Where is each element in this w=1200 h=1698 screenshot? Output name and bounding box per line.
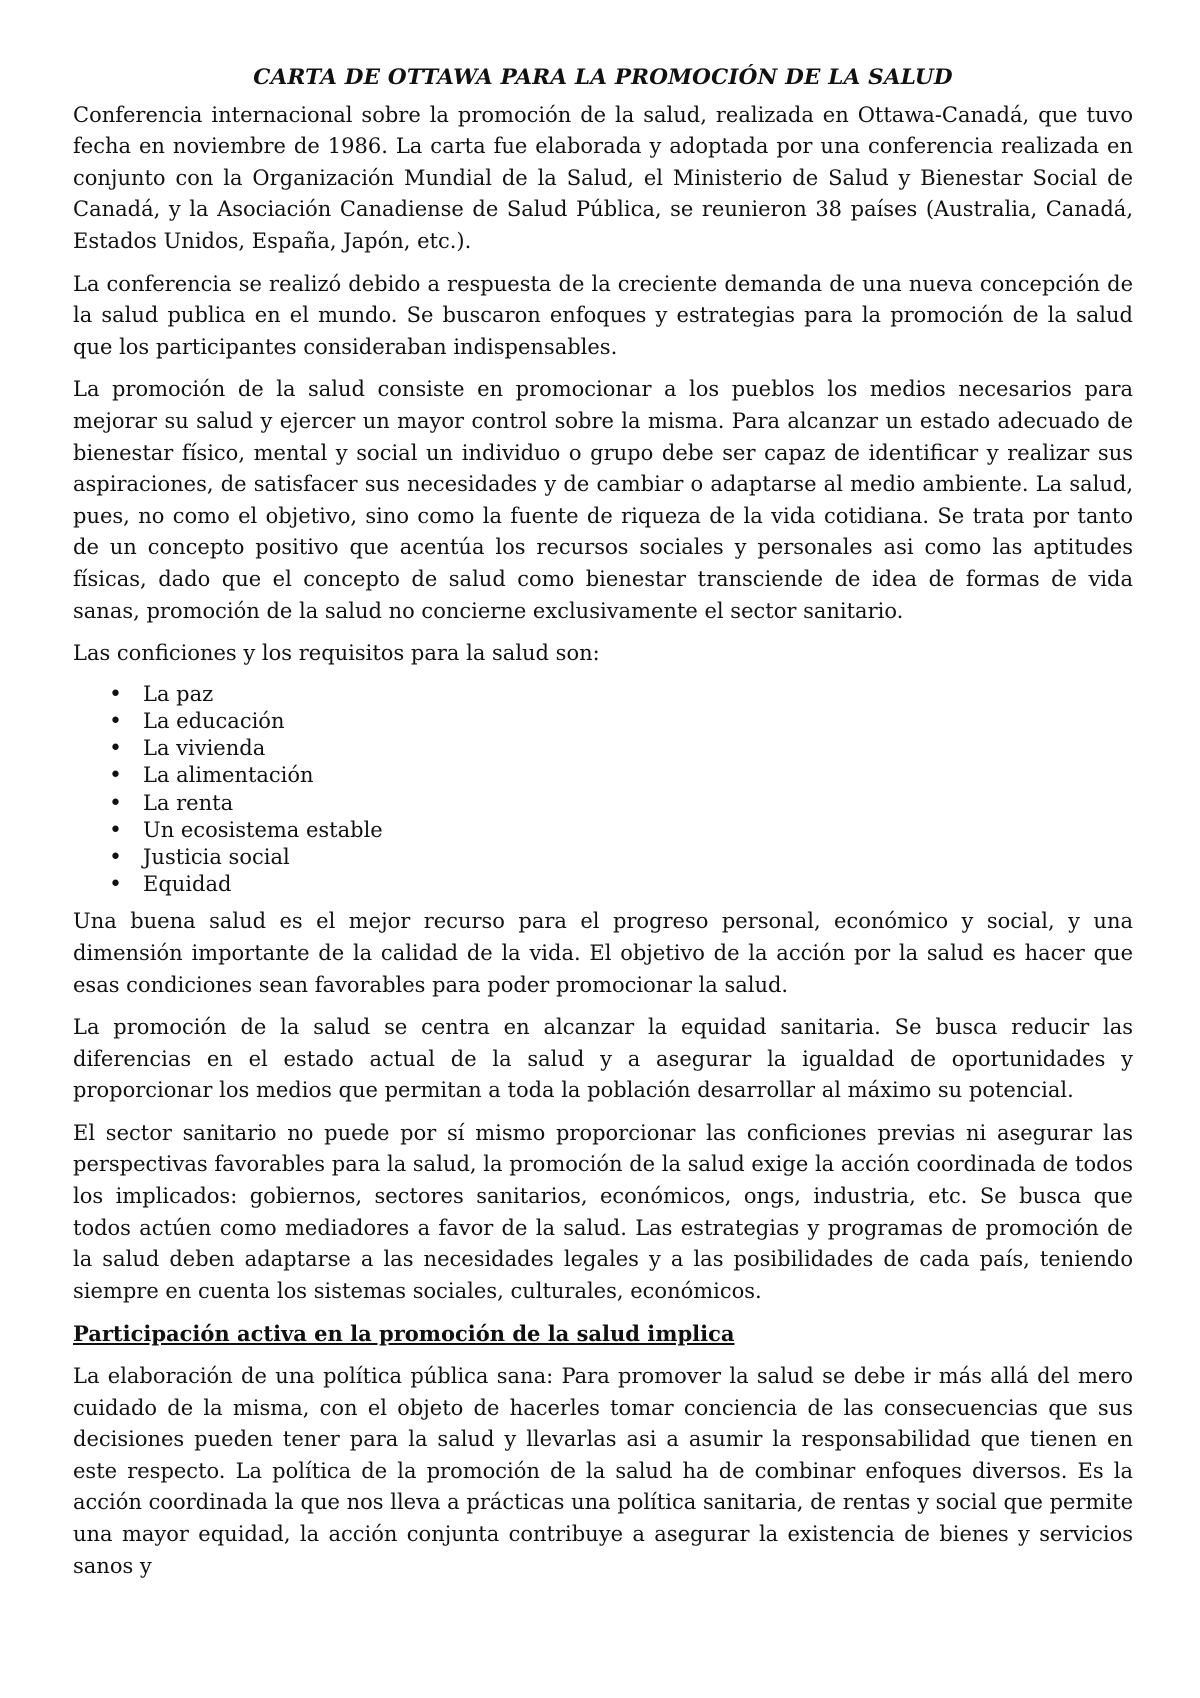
- paragraph-health-promotion-definition: La promoción de la salud consiste en promocionar a los pueblos los medios necesarios para mejorar su salud y ejercer un mayor control sobre la misma. Para alcanzar un estado adecuado de bienestar físico, mental y social un individuo o grupo debe ser capaz de identificar y realizar sus aspiraciones, de satisfacer sus necesidades y de cambiar o adaptarse al medio ambiente. La salud, pues, no como el objetivo, sino como la fuente de riqueza de la vida cotidiana. Se trata por tanto de un concepto positivo que acentúa los recursos sociales y personales asi como las aptitudes físicas, dado que el concepto de salud como bienestar transciende de idea de formas de vida sanas, promoción de la salud no concierne exclusivamente el sector sanitario.: [73, 377, 1133, 623]
- list-item: • La paz: [109, 681, 1133, 708]
- requirements-list: [73, 681, 1133, 899]
- list-item: • Justicia social: [109, 844, 1133, 871]
- list-item: • Un ecosistema estable: [109, 817, 1133, 844]
- list-item: • La renta: [109, 790, 1133, 817]
- paragraph-good-health: Una buena salud es el mejor recurso para el progreso personal, económico y social, y una dimensión importante de la calidad de la vida. El objetivo de la acción por la salud es hacer que esas condiciones sean favorables para poder promocionar la salud.: [73, 909, 1133, 997]
- paragraph-equity: La promoción de la salud se centra en alcanzar la equidad sanitaria. Se busca reducir las diferencias en el estado actual de la salud y a asegurar la igualdad de oportunidades y proporcionar los medios que permitan a toda la población desarrollar al máximo su potencial.: [73, 1015, 1133, 1103]
- paragraph-requirements-intro: Las conficiones y los requisitos para la salud son:: [73, 641, 600, 666]
- paragraph-health-sector: El sector sanitario no puede por sí mismo proporcionar las conficiones previas ni asegurar las perspectivas favorables para la salud, la promoción de la salud exige la acción coordinada de todos los implicados: gobiernos, sectores sanitarios, económicos, ongs, industria, etc. Se busca que todos actúen como mediadores a favor de la salud. Las estrategias y programas de promoción de la salud deben adaptarse a las necesidades legales y a las posibilidades de cada país, teniendo siempre en cuenta los sistemas sociales, culturales, económicos.: [73, 1120, 1133, 1303]
- paragraph-intro: Conferencia internacional sobre la promoción de la salud, realizada en Ottawa-Canadá, que tuvo fecha en noviembre de 1986. La carta fue elaborada y adoptada por una conferencia realizada en conjunto con la Organización Mundial de la Salud, el Ministerio de Salud y Bienestar Social de Canadá, y la Asociación Canadiense de Salud Pública, se reunieron 38 países (Australia, Canadá, Estados Unidos, España, Japón, etc.).: [73, 102, 1133, 253]
- document-page: [73, 62, 1133, 1593]
- paragraph-public-policy: La elaboración de una política pública sana: Para promover la salud se debe ir más allá del mero cuidado de la misma, con el objeto de hacerles tomar conciencia de las consecuencias que sus decisiones pueden tener para la salud y llevarlas asi a asumir la responsabilidad que tienen en este respecto. La política de la promoción de la salud ha de combinar enfoques diversos. Es la acción coordinada la que nos lleva a prácticas una política sanitaria, de rentas y social que permite una mayor equidad, la acción conjunta contribuye a asegurar la existencia de bienes y servicios sanos y: [73, 1364, 1133, 1578]
- list-item: • La educación: [109, 708, 1133, 735]
- paragraph-conference-reason: La conferencia se realizó debido a respuesta de la creciente demanda de una nueva concepción de la salud publica en el mundo. Se buscaron enfoques y estrategias para la promoción de la salud que los participantes consideraban indispensables.: [73, 271, 1133, 359]
- list-item: • La alimentación: [109, 762, 1133, 789]
- list-item: • La vivienda: [109, 735, 1133, 762]
- section-heading: Participación activa en la promoción de la salud implica: [73, 1321, 735, 1347]
- list-item: • Equidad: [109, 871, 1133, 898]
- document-title: CARTA DE OTTAWA PARA LA PROMOCIÓN DE LA SALUD: [253, 65, 953, 90]
